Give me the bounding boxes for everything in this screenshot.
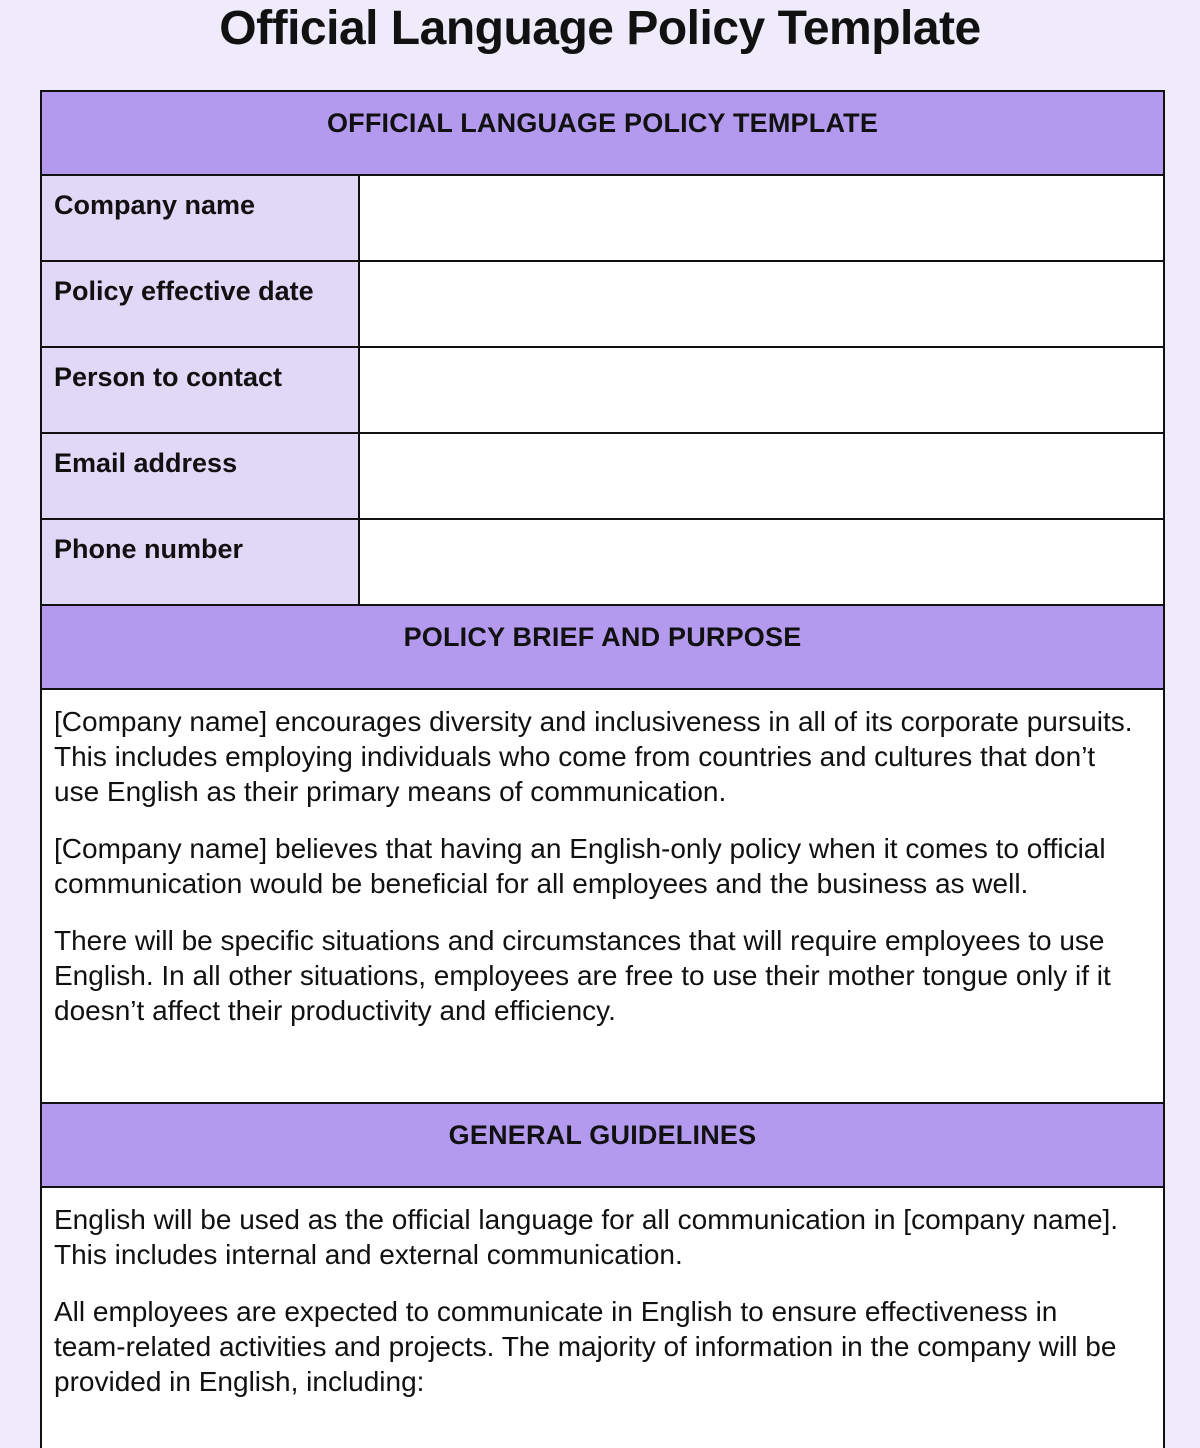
section-heading-guidelines: GENERAL GUIDELINES <box>42 1104 1163 1188</box>
guidelines-paragraph: All employees are expected to communicate in English to ensure effectiveness in team-related activities and projects. The majority of information in the company will be provided in English, including: <box>54 1296 1117 1397</box>
field-row-phone <box>42 520 1163 606</box>
section-heading-brief: POLICY BRIEF AND PURPOSE <box>42 606 1163 690</box>
field-row-email <box>42 434 1163 520</box>
email-label: Email address <box>42 434 360 518</box>
contact-person-label: Person to contact <box>42 348 360 432</box>
effective-date-field[interactable] <box>360 262 1163 346</box>
policy-table <box>40 90 1165 1448</box>
page-title: Official Language Policy Template <box>219 2 981 55</box>
email-field[interactable] <box>360 434 1163 518</box>
phone-label: Phone number <box>42 520 360 604</box>
contact-person-field[interactable] <box>360 348 1163 432</box>
guidelines-body <box>42 1188 1163 1448</box>
company-name-field[interactable] <box>360 176 1163 260</box>
field-row-company-name <box>42 176 1163 262</box>
phone-field[interactable] <box>360 520 1163 604</box>
effective-date-label: Policy effective date <box>42 262 360 346</box>
brief-paragraph: [Company name] encourages diversity and inclusiveness in all of its corporate pursuits. This includes employing individuals who come from countries and cultures that don’t use English as their primary means of communication. <box>54 706 1133 807</box>
brief-paragraph: There will be specific situations and circumstances that will require employees to use English. In all other situations, employees are free to use their mother tongue only if it doesn’t affect their productivity and efficiency. <box>54 925 1111 1026</box>
guidelines-paragraph: English will be used as the official language for all communication in [company name]. This includes internal and external communication. <box>54 1204 1119 1270</box>
field-row-effective-date <box>42 262 1163 348</box>
brief-body <box>42 690 1163 1104</box>
field-row-contact-person <box>42 348 1163 434</box>
brief-paragraph: [Company name] believes that having an English-only policy when it comes to official communication would be beneficial for all employees and the business as well. <box>54 833 1106 899</box>
table-title: OFFICIAL LANGUAGE POLICY TEMPLATE <box>42 92 1163 176</box>
company-name-label: Company name <box>42 176 360 260</box>
